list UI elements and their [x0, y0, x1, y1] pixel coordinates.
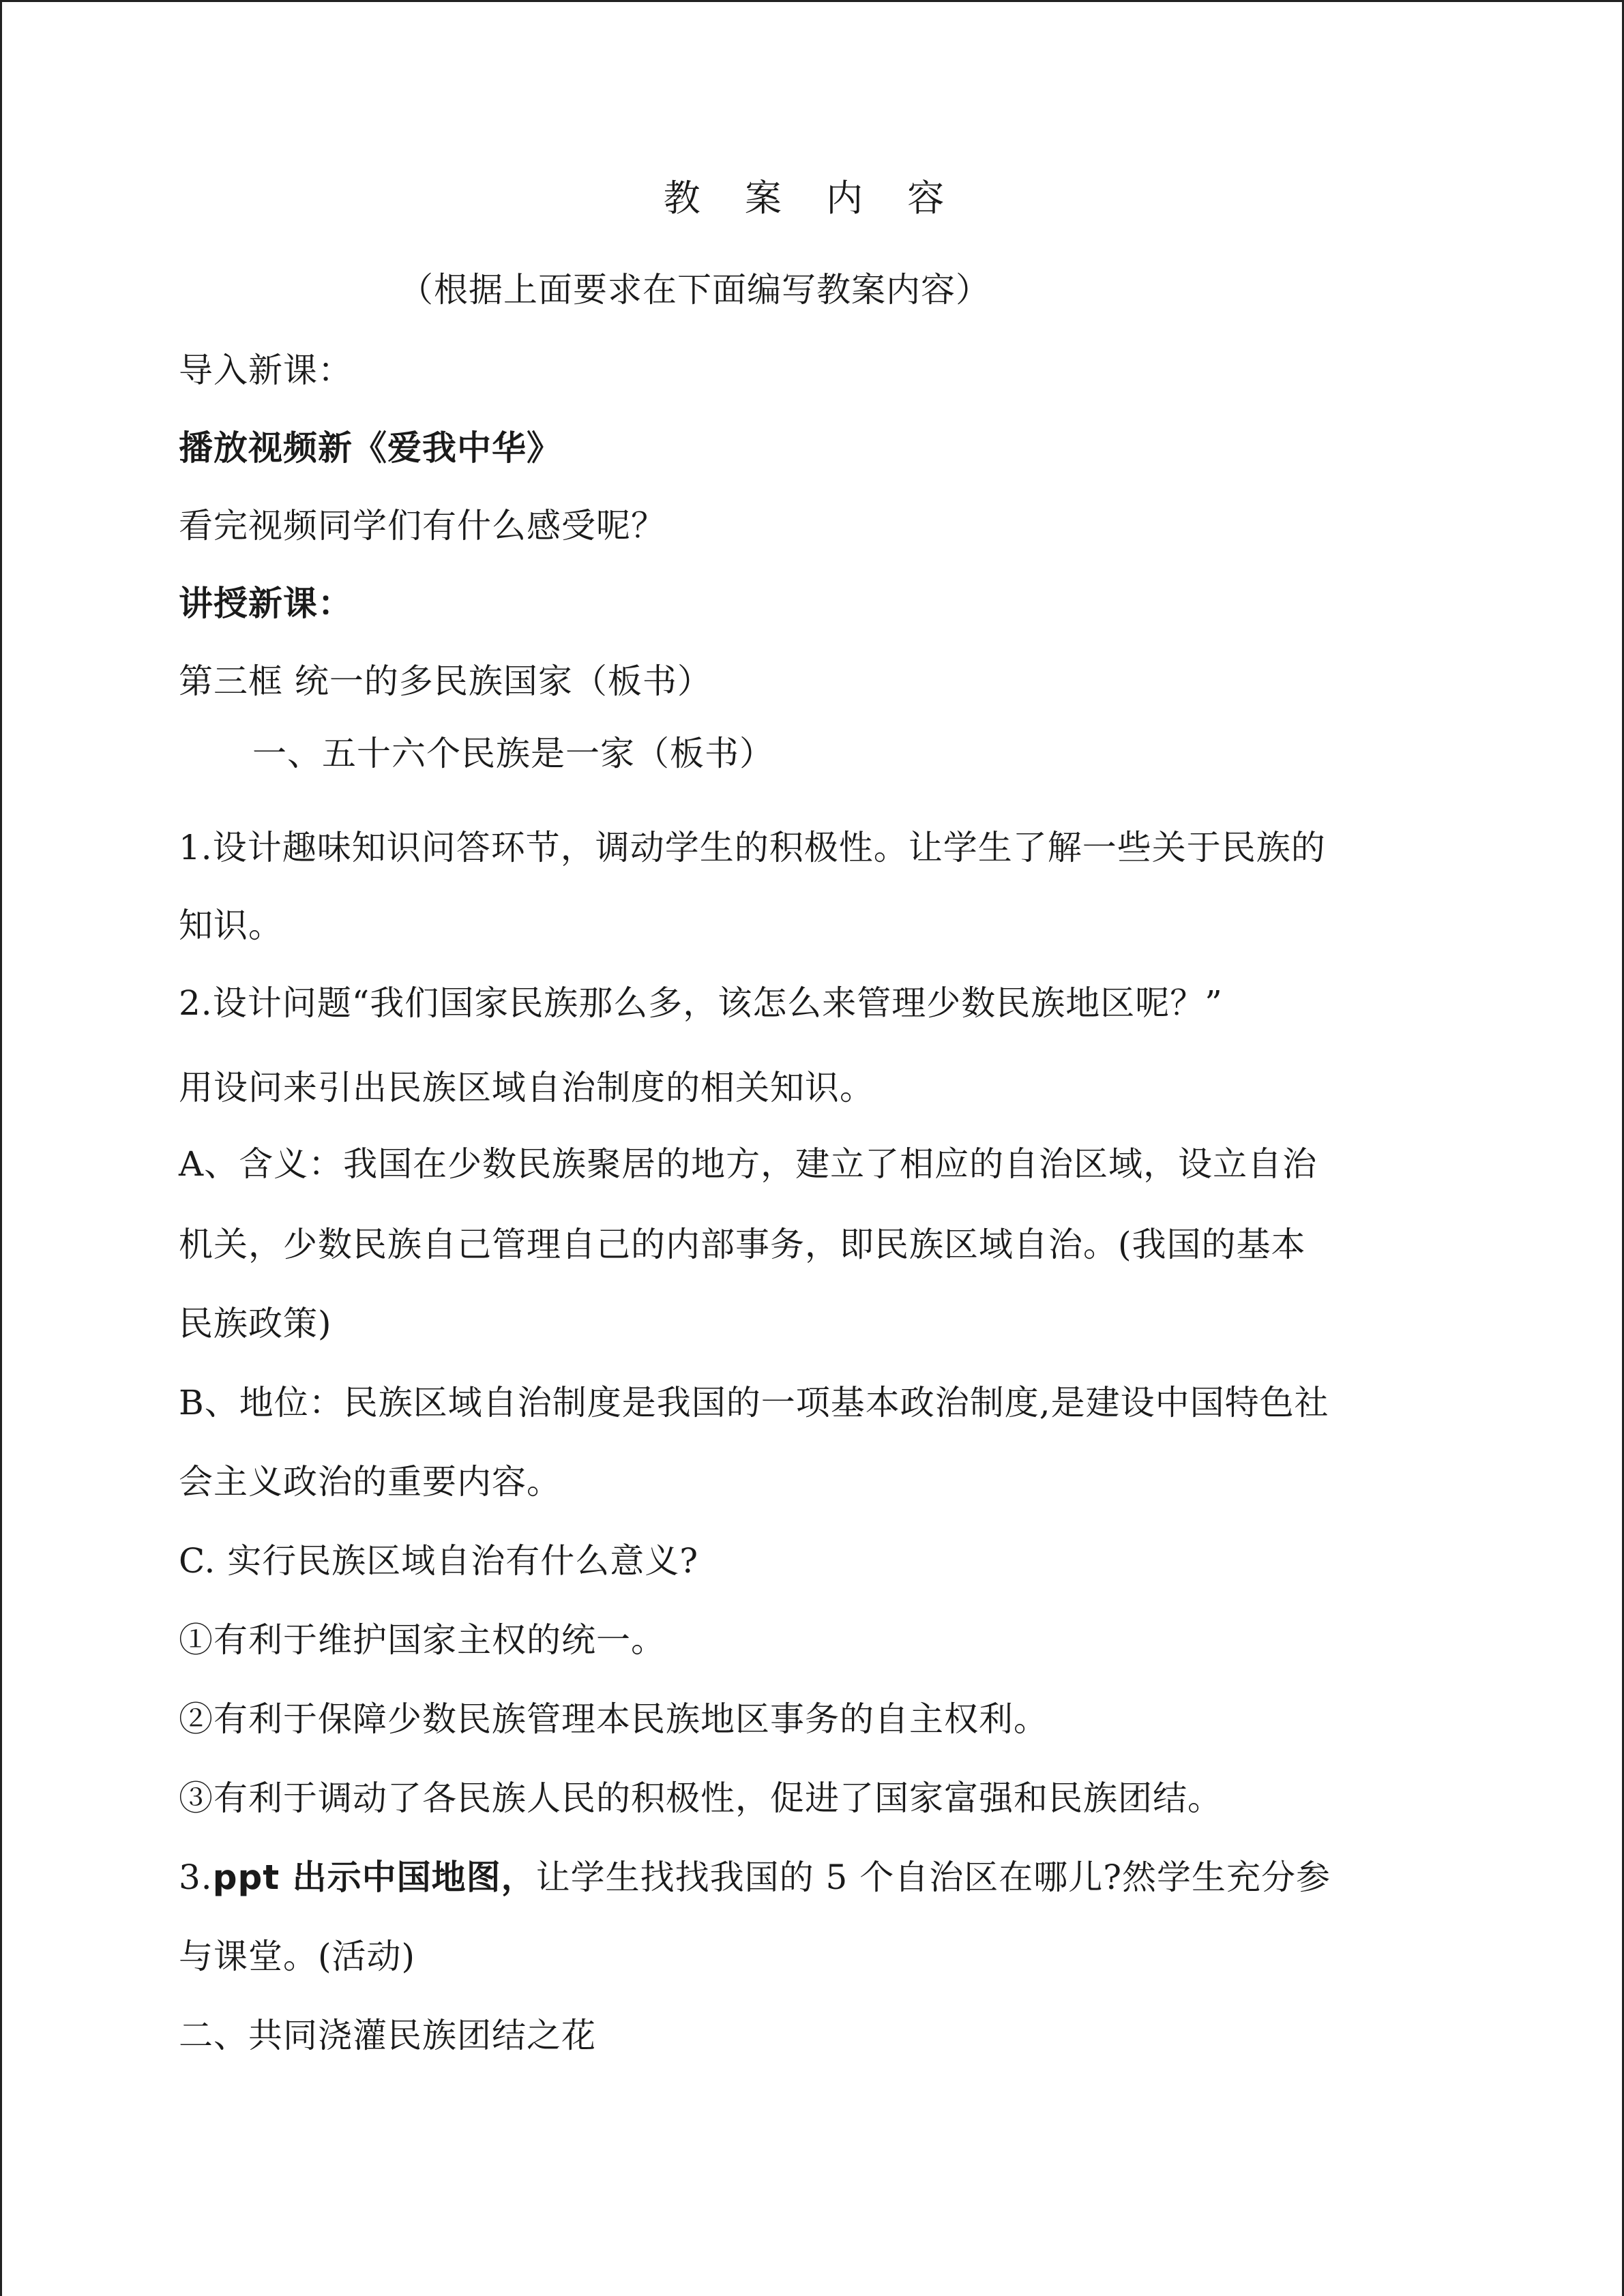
list-item: ①有利于维护国家主权的统一。 [179, 1620, 666, 1660]
list-item: ②有利于保障少数民族管理本民族地区事务的自主权利。 [179, 1699, 1048, 1739]
subsection-two-heading: 二、共同浇灌民族团结之花 [179, 2016, 596, 2055]
video-line: 播放视频新《爱我中华》 [179, 428, 561, 468]
list-item: ③有利于调动了各民族人民的积极性，促进了国家富强和民族团结。 [179, 1778, 1222, 1818]
paragraph-line: 1.设计趣味知识问答环节，调动学生的积极性。让学生了解一些关于民族的 [179, 828, 1326, 867]
paragraph-line: 知识。 [179, 906, 283, 945]
item3-bold-text: ppt 出示中国地图， [212, 1858, 536, 1897]
question-line: 看完视频同学们有什么感受呢？ [179, 506, 666, 546]
document-subtitle: （根据上面要求在下面编写教案内容） [399, 270, 990, 310]
item3-prefix: 3. [179, 1858, 213, 1897]
page-border-left [0, 0, 2, 2296]
section-heading-teach: 讲授新课： [179, 584, 353, 623]
paragraph-line-item3 [179, 1853, 1331, 1901]
section-heading-intro: 导入新课： [179, 351, 353, 390]
paragraph-line: A、含义：我国在少数民族聚居的地方，建立了相应的自治区域，设立自治 [179, 1144, 1318, 1184]
paragraph-line: 机关，少数民族自己管理自己的内部事务，即民族区域自治。(我国的基本 [179, 1225, 1306, 1264]
paragraph-line: 与课堂。(活动) [179, 1937, 416, 1976]
lesson-frame-heading: 第三框 统一的多民族国家（板书） [179, 661, 712, 701]
item3-rest: 让学生找找我国的 5 个自治区在哪儿?然学生充分参 [535, 1858, 1331, 1897]
paragraph-line: 用设问来引出民族区域自治制度的相关知识。 [179, 1068, 874, 1107]
paragraph-line: B、地位：民族区域自治制度是我国的一项基本政治制度,是建设中国特色社 [179, 1383, 1329, 1422]
paragraph-line: 会主义政治的重要内容。 [179, 1462, 561, 1502]
page-border-top [0, 0, 1624, 2]
subsection-one-heading: 一、五十六个民族是一家（板书） [252, 734, 774, 773]
document-title: 教 案 内 容 [663, 177, 961, 220]
paragraph-line: 2.设计问题“我们国家民族那么多，该怎么来管理少数民族地区呢？” [179, 983, 1223, 1023]
paragraph-line: 民族政策) [179, 1304, 332, 1343]
paragraph-line: C. 实行民族区域自治有什么意义? [179, 1541, 699, 1581]
